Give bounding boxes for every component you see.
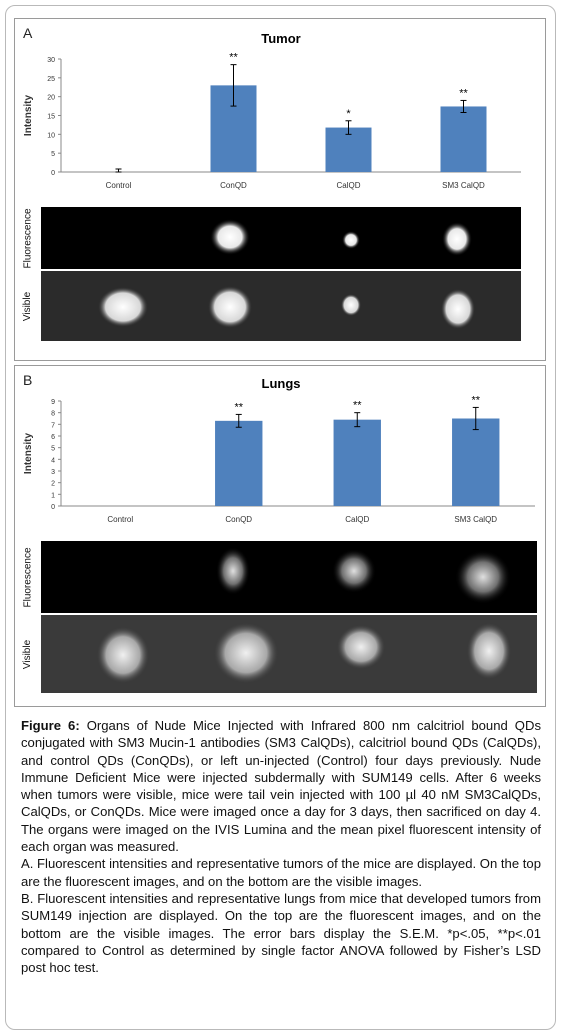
y-tick-label: 0 — [51, 170, 55, 177]
conqd-lungs-fluorescence — [216, 547, 250, 595]
y-tick-label: 5 — [51, 151, 55, 159]
x-tick-label: Control — [105, 181, 132, 190]
significance-label: ** — [229, 51, 238, 64]
calqd-lungs-visible — [337, 625, 385, 669]
tumor-visible-label: Visible — [22, 291, 34, 321]
significance-label: ** — [234, 401, 244, 414]
panel-b-label: B — [23, 372, 33, 388]
lungs-visible-image — [41, 615, 537, 693]
tumor-visible-image — [41, 271, 521, 341]
x-tick-label: ConQD — [225, 515, 253, 524]
bar-sm3-calqd — [452, 419, 499, 507]
bar-conqd — [215, 421, 262, 506]
tumor-chart-title: Tumor — [261, 31, 301, 46]
x-tick-label: CalQD — [345, 515, 370, 524]
tumor-fluorescence-label: Fluorescence — [22, 207, 34, 269]
significance-label: * — [346, 107, 351, 120]
y-tick-label: 25 — [47, 75, 55, 83]
x-tick-label: CalQD — [336, 181, 361, 190]
y-tick-label: 15 — [47, 113, 55, 121]
calqd-lungs-fluorescence — [332, 549, 376, 593]
lungs-chart-title: Lungs — [261, 376, 301, 391]
y-tick-label: 7 — [51, 422, 55, 430]
significance-label: ** — [471, 394, 481, 407]
caption-part-b: B. Fluorescent intensities and representative lungs from mice that developed tumors from SUM149 injection are displayed. On the top are the fluorescent images, and on the bottom are the visible images. The error bars display the S.E.M. *p<.05, **p<.01 compared to Control as determined by single factor ANOVA followed by Fisher’s LSD post hoc test. — [21, 890, 541, 976]
y-tick-label: 4 — [51, 457, 55, 465]
bar-calqd — [334, 420, 381, 506]
y-tick-label: 1 — [51, 492, 55, 500]
lungs-visible-label: Visible — [22, 639, 34, 669]
conqd-tumor-visible — [208, 286, 252, 328]
significance-label: ** — [352, 399, 362, 412]
bar-sm3-calqd — [441, 106, 487, 172]
conqd-lungs-visible — [214, 623, 278, 683]
sm3calqd-lungs-fluorescence — [455, 550, 511, 604]
lungs-fluorescence-label: Fluorescence — [22, 546, 34, 608]
calqd-tumor-fluorescence — [342, 231, 360, 249]
lungs-bar-chart — [15, 366, 547, 536]
tumor-fluorescence-image — [41, 207, 521, 269]
conqd-tumor-fluorescence — [210, 219, 250, 255]
y-tick-label: 0 — [51, 504, 55, 511]
y-tick-label: 10 — [47, 132, 55, 140]
y-axis-title: Intensity — [23, 432, 34, 475]
tumor-bar-chart — [15, 19, 547, 199]
figure-label: Figure 6: — [21, 718, 80, 733]
calqd-tumor-visible — [341, 294, 361, 316]
y-tick-label: 2 — [51, 480, 55, 488]
y-axis-title: Intensity — [23, 94, 34, 137]
caption-part-a: A. Fluorescent intensities and representative tumors of the mice are displayed. On the top are the fluorescent images, and on the bottom are the visible images. — [21, 856, 541, 889]
panel-a-label: A — [23, 25, 33, 41]
figure-caption — [21, 717, 541, 976]
sm3calqd-tumor-fluorescence — [442, 222, 472, 256]
caption-main-text: Organs of Nude Mice Injected with Infrared 800 nm calcitriol bound QDs conjugated with SM3 Mucin-1 antibodies (SM3 CalQDs), calcitriol bound QDs (CalQDs), and control QDs (ConQDs), or left un-injected (Control) four days previously. Nude Immune Deficient Mice were injected subdermally with SUM149 cells. After 6 weeks when tumors were visible, mice were tail vein injected with 100 µl 40 nM SM3CalQDs, CalQDs, or ConQDs. Mice were imaged once a day for 3 days, then sacrificed on day 4. The organs were imaged on the IVIS Lumina and the mean pixel fluorescent intensity of each organ was measured. — [21, 718, 541, 855]
sm3calqd-tumor-visible — [441, 289, 475, 329]
significance-label: ** — [459, 87, 468, 100]
caption-main — [21, 717, 541, 855]
control-lungs-visible — [97, 627, 149, 683]
y-tick-label: 6 — [51, 434, 55, 441]
x-tick-label: ConQD — [220, 181, 247, 190]
control-tumor-visible — [98, 287, 148, 327]
panel-b — [14, 365, 546, 707]
sm3calqd-lungs-visible — [467, 623, 511, 679]
panel-a — [14, 18, 546, 361]
x-tick-label: Control — [107, 515, 134, 524]
y-tick-label: 9 — [51, 399, 55, 406]
y-tick-label: 30 — [47, 57, 55, 64]
x-tick-label: SM3 CalQD — [454, 515, 498, 524]
y-tick-label: 3 — [51, 469, 55, 476]
x-tick-label: SM3 CalQD — [442, 181, 485, 190]
y-tick-label: 5 — [51, 445, 55, 453]
y-tick-label: 8 — [51, 410, 55, 418]
lungs-fluorescence-image — [41, 541, 537, 613]
y-tick-label: 20 — [47, 94, 55, 102]
